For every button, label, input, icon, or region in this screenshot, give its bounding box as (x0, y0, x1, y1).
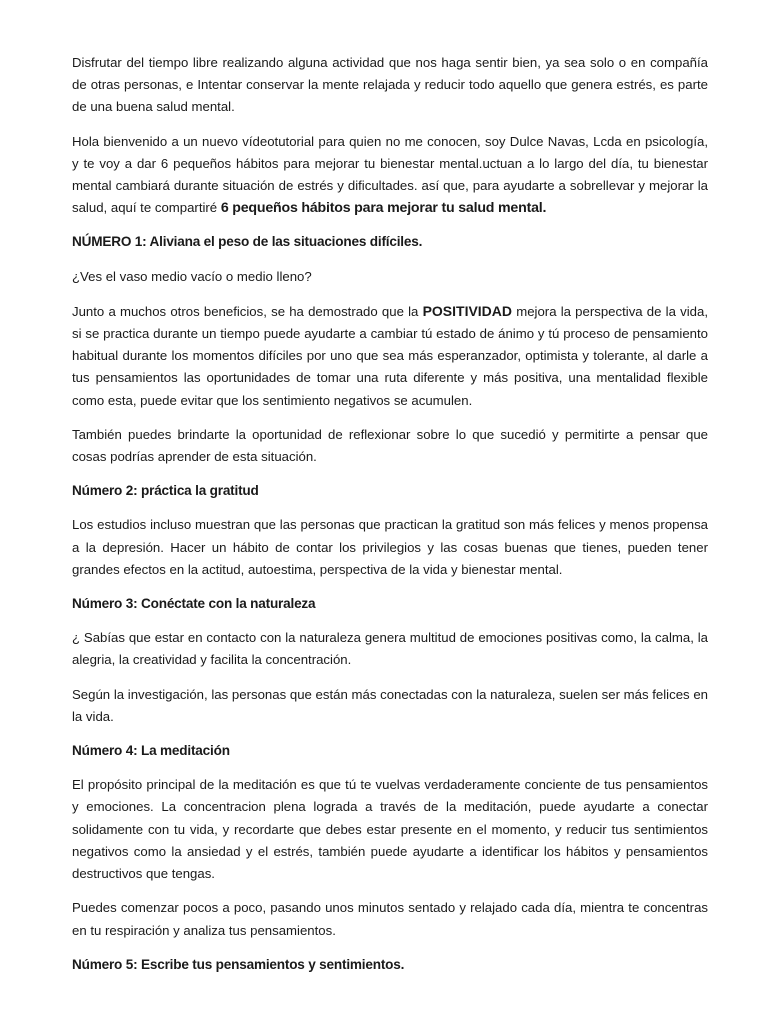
question-paragraph: ¿Ves el vaso medio vacío o medio lleno? (72, 268, 312, 284)
gratitude-paragraph: Los estudios incluso muestran que las personas que practican la gratitud son más felices y menos propensa a la depresión. Hacer un hábito de contar los privilegios y las cosas buenas que tienes, pueden tener grandes efectos en la actitud, autoestima, perspectiva de la vida y bienestar mental. (72, 517, 708, 577)
nature-paragraph: ¿ Sabías que estar en contacto con la naturaleza genera multitud de emociones positivas como, la calma, la alegria, la creatividad y facilita la concentración. (72, 630, 708, 668)
heading-numero-3: Número 3: Conéctate con la naturaleza (72, 596, 316, 612)
heading-numero-2: Número 2: práctica la gratitud (72, 483, 259, 499)
heading-numero-5: Número 5: Escribe tus pensamientos y sentimientos. (72, 956, 405, 972)
meditation-paragraph: El propósito principal de la meditación es que tú te vuelvas verdaderamente conciente de tus pensamientos y emociones. La concentracion plena lograda a través de la meditación, puede ayudarte a conectar solidamente con tu vida, y recordarte que debes estar presente en el momento, y reducir tus sentimientos negativos como la ansiedad y el estrés, también puede ayudarte a identificar los hábitos y pensamientos destructivos que tengas. (72, 777, 708, 882)
positividad-paragraph (72, 300, 708, 412)
positividad-before: Junto a muchos otros beneficios, se ha demostrado que la (72, 303, 423, 319)
welcome-paragraph (72, 131, 708, 220)
heading-numero-4: Número 4: La meditación (72, 743, 230, 759)
intro-paragraph: Disfrutar del tiempo libre realizando alguna actividad que nos haga sentir bien, ya sea solo o en compañía de otras personas, e Intentar conservar la mente relajada y reducir todo aquello que genera estrés, es parte de una buena salud mental. (72, 55, 708, 115)
research-paragraph: Según la investigación, las personas que están más conectadas con la naturaleza, suelen ser más felices en la vida. (72, 686, 708, 724)
reflection-paragraph: También puedes brindarte la oportunidad de reflexionar sobre lo que sucedió y permitirte a pensar que cosas podrías aprender de esta situación. (72, 426, 708, 465)
heading-numero-1: NÚMERO 1: Aliviana el peso de las situaciones difíciles. (72, 234, 423, 250)
document-page (72, 52, 708, 988)
positividad-after: mejora la perspectiva de la vida, si se practica durante un tiempo puede ayudarte a cambiar tú estado de ánimo y tú proceso de pensamiento habitual durante los momentos difíciles por uno que sea más esperanzador, optimista y tolerante, al darle a tus pensamientos las oportunidades de tomar una ruta diferente y más positiva, una mentalidad flexible como esta, puede evitar que los sentimiento negativos se acumulen. (72, 303, 708, 408)
habits-emphasis: 6 pequeños hábitos para mejorar tu salud mental. (220, 200, 547, 217)
positividad-keyword: POSITIVIDAD (422, 302, 513, 319)
start-slowly-paragraph: Puedes comenzar pocos a poco, pasando unos minutos sentado y relajado cada día, mientra te concentras en tu respiración y analiza tus pensamientos. (72, 900, 708, 938)
welcome-text: Hola bienvenido a un nuevo vídeotutorial para quien no me conocen, soy Dulce Navas, Lcda en psicología, y te voy a dar 6 pequeños hábitos para mejorar tu bienestar mental.uctuan a lo largo del día, tu bienestar mental cambiará durante situación de estrés y dificultades. así que, para ayudarte a sobrellevar y mejorar la salud, aquí te compartiré (72, 133, 708, 216)
